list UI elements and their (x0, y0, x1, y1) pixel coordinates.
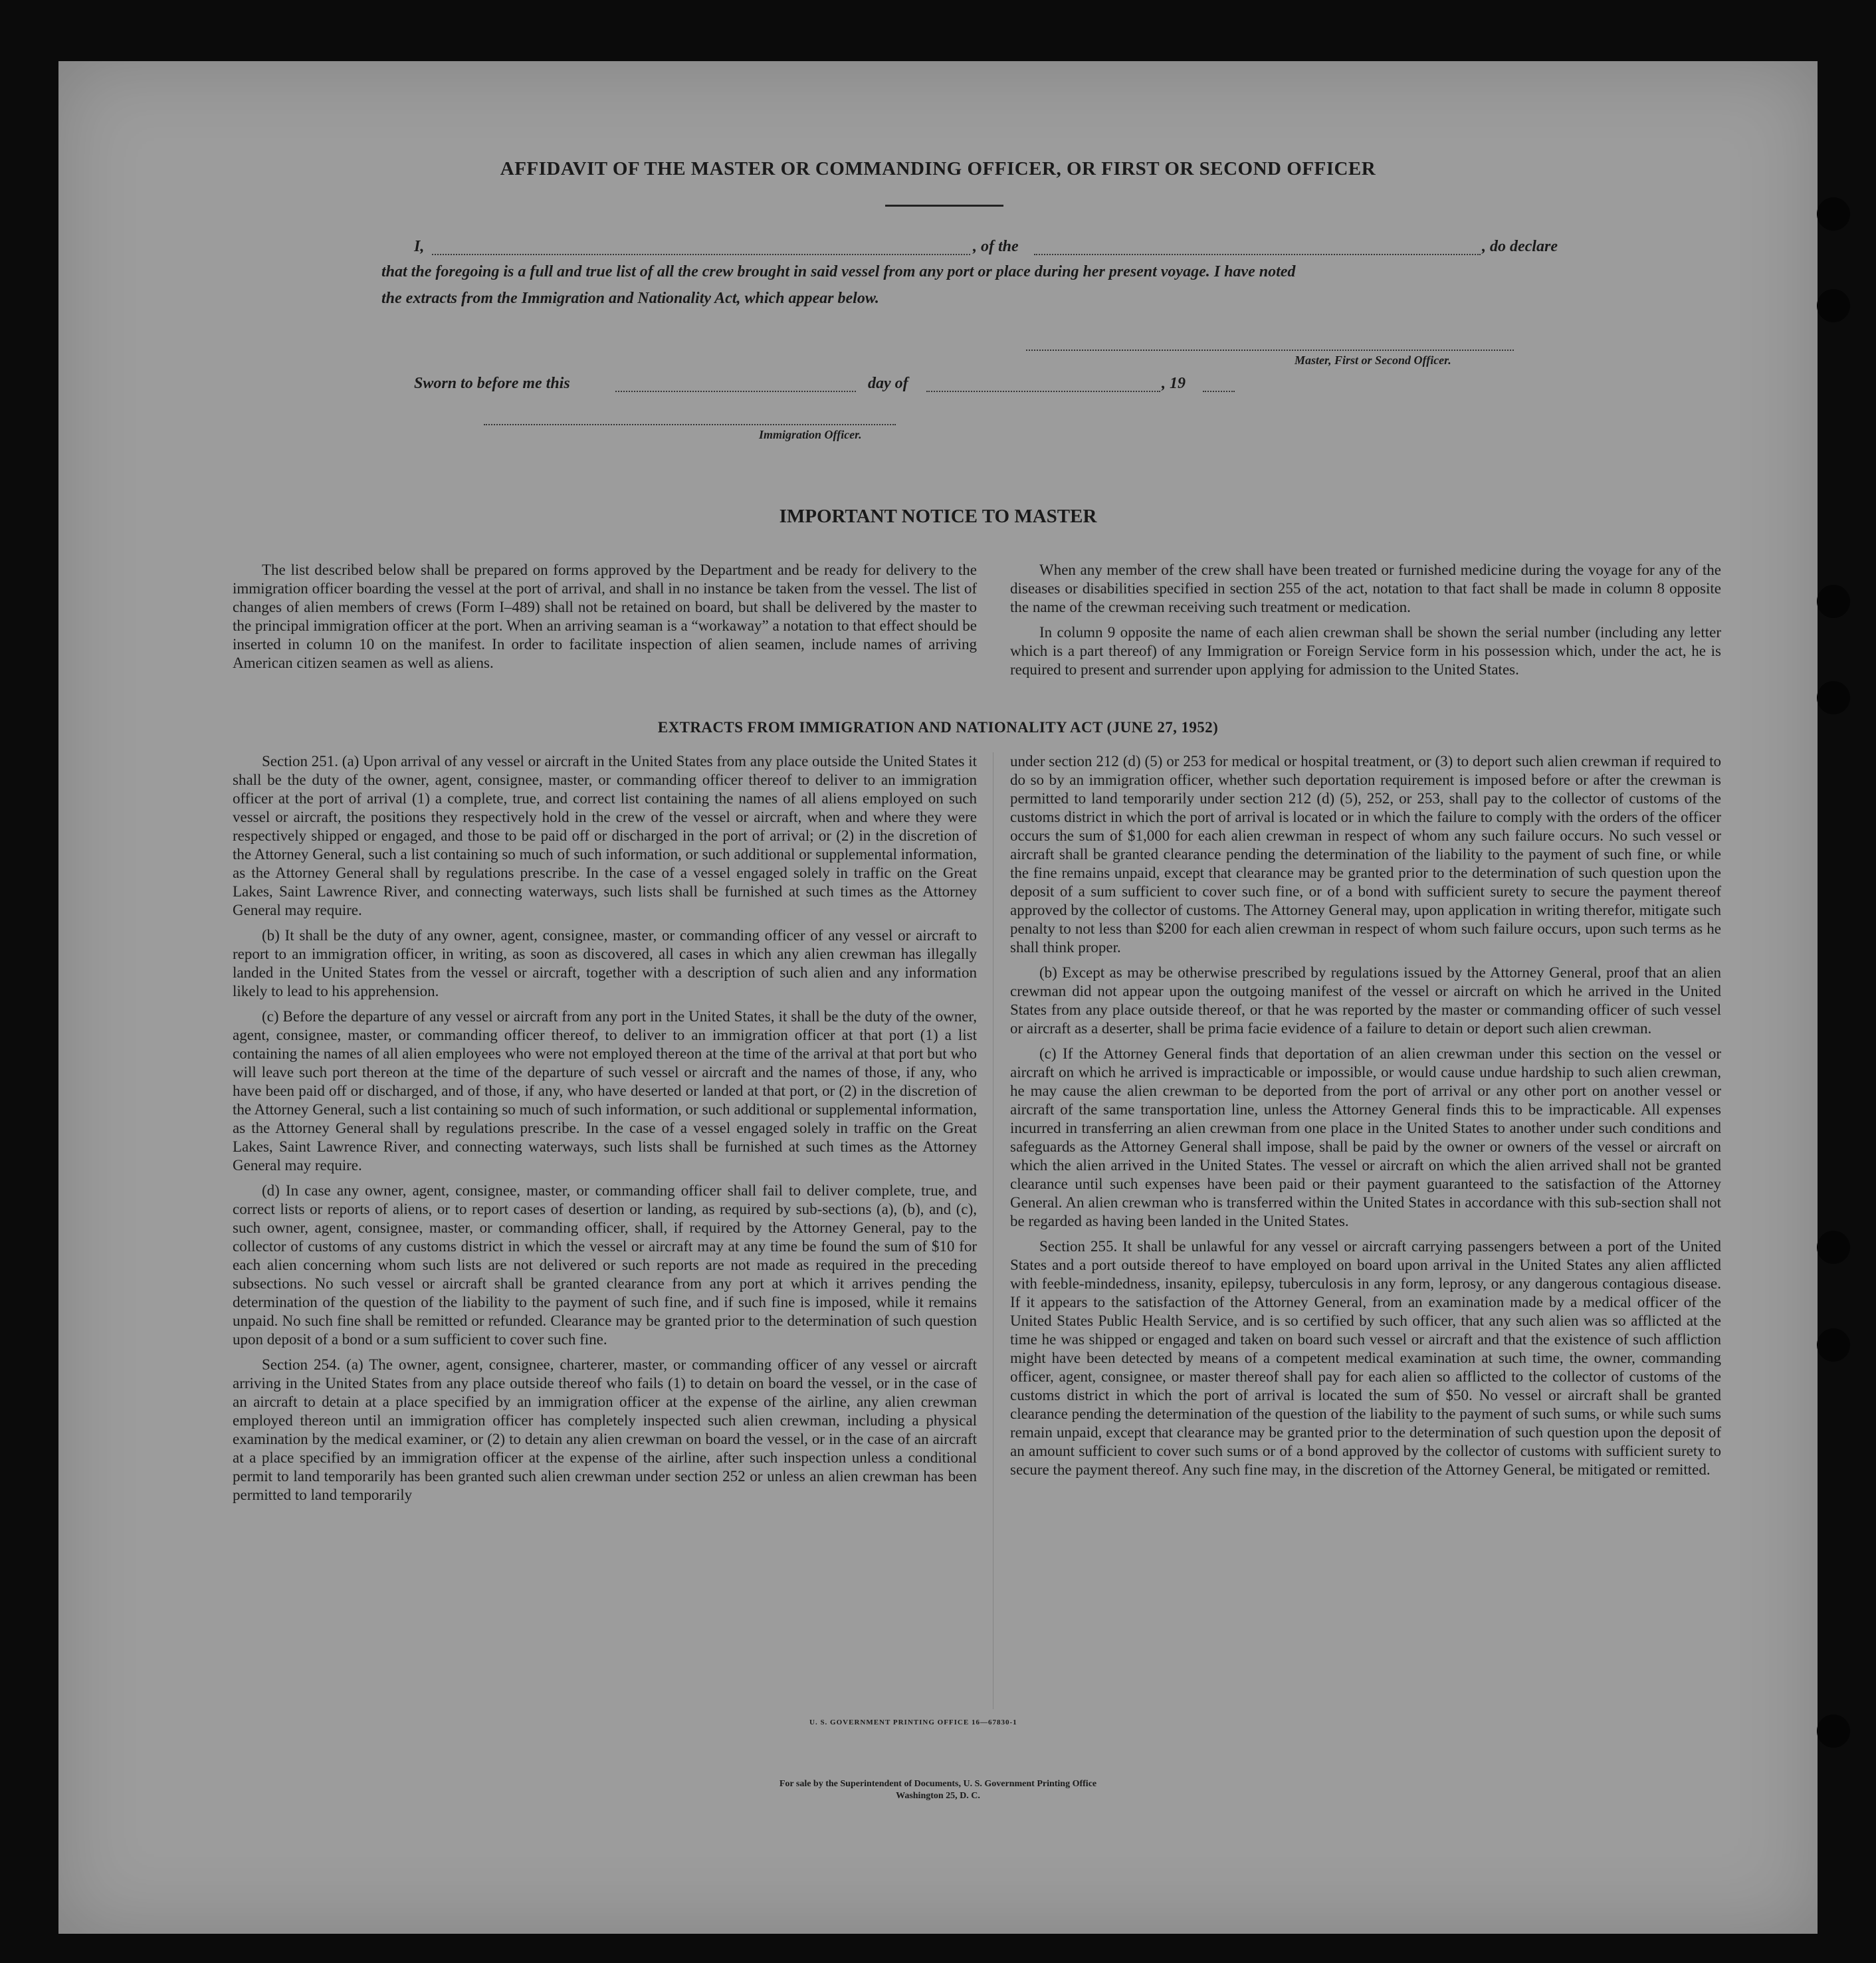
binder-hole (1817, 1328, 1850, 1362)
binder-hole (1817, 197, 1850, 231)
sale-footer (58, 1778, 1818, 1802)
name-field[interactable] (432, 254, 970, 255)
statement-line-2: the extracts from the Immigration and Nationality Act, which appear below. (381, 290, 879, 307)
extracts-title: EXTRACTS FROM IMMIGRATION AND NATIONALITY ACT (JUNE 27, 1952) (657, 719, 1219, 736)
statement-line-1: that the foregoing is a full and true list of all the crew brought in said vessel from any port or place during her present voyage. I have noted (381, 263, 1296, 280)
notice-paragraph: The list described below shall be prepared on forms approved by the Department and be ready for delivery to the immigration officer boarding the vessel at the port of arrival, and shall in no instance be taken from the vessel. The list of changes of alien members of crews (Form I–489) shall not be retained on board, but shall be delivered by the master to the principal immigration officer at the port. When an arriving seaman is a “workaway” a notation to that effect should be inserted in column 10 on the manifest. In order to facilitate inspection of alien seamen, include names of arriving American citizen seamen as well as aliens. (233, 562, 977, 671)
act-section: (b) Except as may be otherwise prescribed by regulations issued by the Attorney General, proof that an alien crewman did not appear upon the outgoing manifest of the vessel or aircraft on which he arrived in the United States from any place outside thereof, or that he was reported by the master or commanding officer of such vessel or aircraft as a deserter, shall be prima facie evidence of a failure to detain or deport such alien crewman. (1010, 964, 1721, 1037)
act-section: (d) In case any owner, agent, consignee, master, or commanding officer shall fail to deliver complete, true, and correct lists or reports of aliens, or to report cases of desertion or landing, as required by sub-sections (a), (b), and (c), such owner, agent, consignee, master, or commanding officer, shall, if required by the Attorney General, pay to the collector of customs of any customs district in which the vessel or aircraft may at any time be found the sum of $10 for each alien concerning whom such lists are not delivered or such reports are not made as required in the preceding subsections. No such vessel or aircraft shall be granted clearance from any port at which it arrives pending the determination of the question of the liability to the payment of such fine, and if such fine is imposed, while it remains unpaid. No such fine shall be remitted or refunded. Clearance may be granted prior to the determination of such question upon deposit of a bond or a sum sufficient to cover such fine. (233, 1182, 977, 1348)
title-rule (885, 205, 1003, 207)
officer-caption: Immigration Officer. (759, 428, 862, 441)
declare-label: , do declare (1482, 238, 1558, 255)
act-section: Section 255. It shall be unlawful for any vessel or aircraft carrying passengers between a port of the United States and a port outside thereof to have employed on board upon arrival in the United States any alien afflicted with feeble-mindedness, insanity, epilepsy, tuberculosis in any form, leprosy, or any dangerous contagious disease. If it appears to the satisfaction of the Attorney General, from an examination made by a medical officer of the United States Public Health Service, and is so certified by such officer, that any such alien was so afflicted at the time he was shipped or engaged and taken on board such vessel or aircraft and that the existence of such affliction might have been detected by means of a competent medical examination at such time, the owner, commanding officer, agent, consignee, or master thereof shall pay for each alien so afflicted to the collector of customs of the customs district in which the port of arrival is located the sum of $50. No vessel or aircraft shall be granted clearance pending the determination of the question of the liability to the payment of such sums, or while such sums remain unpaid, except that clearance may be granted prior to the determination of such question upon the deposit of an amount sufficient to cover such sums or of a bond approved by the collector of customs with sufficient surety to secure the payment thereof. Any such fine may, in the discretion of the Attorney General, be mitigated or remitted. (1010, 1238, 1721, 1478)
notice-paragraph: When any member of the crew shall have been treated or furnished medicine during the voyage for any of the diseases or disabilities specified in section 255 of the act, notation to that fact shall be made in column 8 opposite the name of the crewman receiving such treatment or medication. (1010, 562, 1721, 615)
footer-line-2: Washington 25, D. C. (896, 1791, 980, 1801)
year-label: , 19 (1162, 375, 1186, 392)
binder-hole (1817, 681, 1850, 714)
notice-title: IMPORTANT NOTICE TO MASTER (779, 506, 1097, 527)
affidavit-title: AFFIDAVIT OF THE MASTER OR COMMANDING OFFICER, OR FIRST OR SECOND OFFICER (500, 158, 1376, 179)
sworn-year-field[interactable] (1203, 391, 1235, 392)
sworn-day-field[interactable] (615, 391, 856, 392)
form-sheet (58, 61, 1818, 1934)
notice-paragraph: In column 9 opposite the name of each alien crewman shall be shown the serial number (including any letter which is a part thereof) of any Immigration or Foreign Service form in his possession which, under the act, he is required to present and surrender upon applying for admission to the United States. (1010, 624, 1721, 678)
binder-hole (1817, 1714, 1850, 1748)
sworn-label: Sworn to before me this (414, 375, 570, 392)
notice-right-column (1010, 561, 1721, 686)
act-section: (c) If the Attorney General finds that deportation of an alien crewman under this section on the vessel or aircraft on which he arrived is impracticable or impossible, or would cause undue hardship to such alien crewman, he may cause the alien crewman to be deported from the port of arrival or any other port on another vessel or aircraft of the same transportation line, unless the Attorney General finds this to be impracticable. All expenses incurred in transferring an alien crewman from one place in the United States to another under such conditions and safeguards as the Attorney General shall impose, shall be paid by the owner or owners of the vessel or aircraft on which the alien arrived in the United States. The vessel or aircraft on which the alien arrived shall not be granted clearance until such expenses have been paid or their payment guaranteed to the satisfaction of the Attorney General. An alien crewman who is transferred within the United States in accordance with this sub-section shall not be regarded as having been landed in the United States. (1010, 1045, 1721, 1229)
binder-hole (1817, 289, 1850, 322)
officer-signature-field[interactable] (484, 424, 896, 425)
day-of-label: day of (868, 375, 908, 392)
printing-office-line: U. S. GOVERNMENT PRINTING OFFICE 16—67830-1 (809, 1718, 1017, 1726)
footer-line-1: For sale by the Superintendent of Documents, U. S. Government Printing Office (779, 1779, 1097, 1789)
master-caption: Master, First or Second Officer. (1295, 354, 1451, 367)
act-section: (c) Before the departure of any vessel or aircraft from any port in the United States, it shall be the duty of the owner, agent, consignee, master, or commanding officer thereof, to deliver to an immigration officer at that port (1) a list containing the names of all alien employees who were not employed thereon at the time of the arrival at that port but who will leave such port thereon at the time of the departure of such vessel or aircraft and the names of those, if any, who have been paid off or discharged, and of those, if any, who have deserted or landed at that port, or (2) in the discretion of the Attorney General, such a list containing so much of such information, or such additional or supplemental information, as the Attorney General shall by regulations prescribe. In the case of a vessel engaged solely in traffic on the Great Lakes, Saint Lawrence River, and connecting waterways, such lists shall be furnished at such times as the Attorney General may require. (233, 1008, 977, 1174)
act-section: under section 212 (d) (5) or 253 for medical or hospital treatment, or (3) to deport such alien crewman if required to do so by an immigration officer, whether such deportation requirement is imposed before or after the crewman is permitted to land temporarily under section 212 (d) (5), 252, or 253, shall pay to the collector of customs of the customs district in which the port of arrival is located or in which the failure to comply with the orders of the officer occurs the sum of $1,000 for each alien crewman in respect of whom any such failure occurs. No such vessel or aircraft shall be granted clearance pending the determination of the liability to the payment of such fine, or while the fine remains unpaid, except that clearance may be granted prior to the determination of such question upon the deposit of a sum sufficient to cover such fine, or of a bond with sufficient surety to secure the payment thereof approved by the collector of customs. The Attorney General may, upon application in writing therefor, mitigate such penalty to not less than $200 for each alien crewman in respect of whom such failure occurs, upon such terms as he shall think proper. (1010, 753, 1721, 956)
notice-left-column (233, 561, 977, 679)
act-section: (b) It shall be the duty of any owner, agent, consignee, master, or commanding officer of any vessel or aircraft to report to an immigration officer, in writing, as soon as discovered, all cases in which any alien crewman has illegally landed in the United States from the vessel or aircraft, together with a description of such alien and any information likely to lead to his apprehension. (233, 927, 977, 999)
binder-hole (1817, 1231, 1850, 1264)
sworn-month-field[interactable] (926, 391, 1160, 392)
master-signature-field[interactable] (1026, 350, 1514, 351)
extracts-left-column (233, 752, 977, 1511)
binder-hole (1817, 585, 1850, 618)
act-section: Section 254. (a) The owner, agent, consignee, charterer, master, or commanding officer of any vessel or aircraft arriving in the United States from any place outside thereof who fails (1) to detain on board the vessel, or in the case of an aircraft to detain at a place specified by an immigration officer at the expense of the airline, any alien crewman employed thereon until an immigration officer has completely inspected such alien crewman, including a physical examination by the medical examiner, or (2) to detain any alien crewman on board the vessel, or in the case of an aircraft at a place specified by an immigration officer at the expense of the airline, after such inspection unless a conditional permit to land temporarily has been granted such alien crewman under section 252 or unless an alien crewman has been permitted to land temporarily (233, 1356, 977, 1503)
act-section: Section 251. (a) Upon arrival of any vessel or aircraft in the United States from any place outside the United States it shall be the duty of the owner, agent, consignee, master, or commanding officer thereof to deliver to an immigration officer at the port of arrival (1) a complete, true, and correct list containing the names of all aliens employed on such vessel or aircraft, the positions they respectively hold in the crew of the vessel or aircraft, when and where they were respectively shipped or engaged, and those to be paid off or discharged in the port of arrival; or (2) in the discretion of the Attorney General, such a list containing so much of such information, or such additional or supplemental information, as the Attorney General shall by regulations prescribe. In the case of a vessel engaged solely in traffic on the Great Lakes, Saint Lawrence River, and connecting waterways, such lists shall be furnished at such times as the Attorney General may require. (233, 753, 977, 918)
of-the-label: , of the (973, 238, 1019, 255)
extracts-right-column (1010, 752, 1721, 1486)
vessel-field[interactable] (1034, 254, 1481, 255)
i-label: I, (414, 238, 425, 255)
